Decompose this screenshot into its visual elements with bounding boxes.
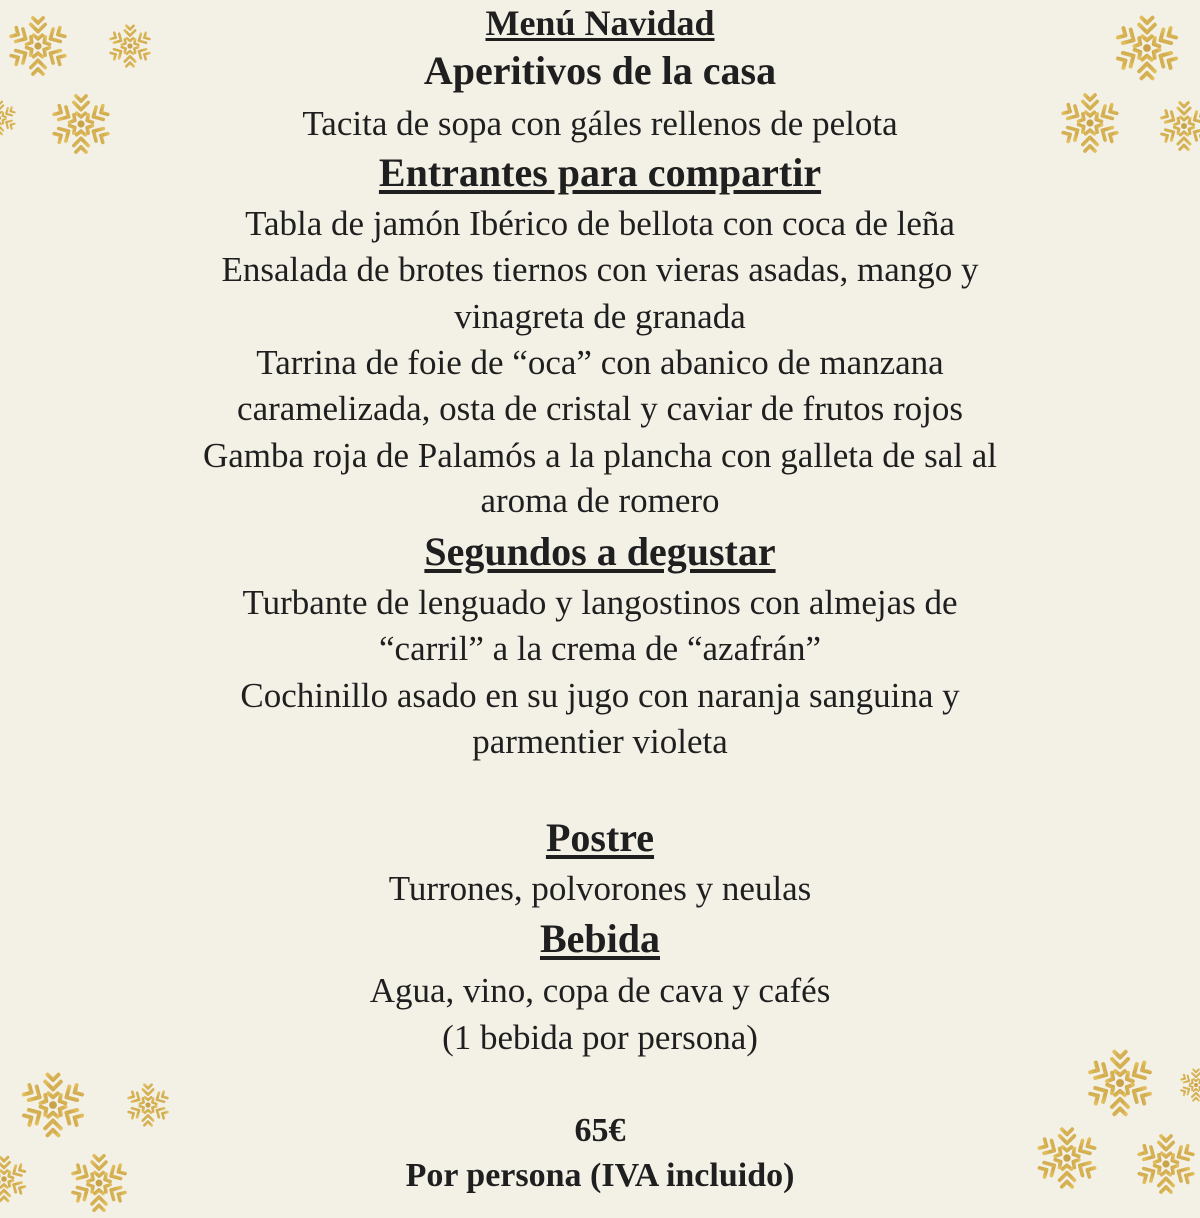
heading-segundos: Segundos a degustar (424, 529, 776, 574)
snowflake-icon (1054, 82, 1126, 164)
heading-entrantes: Entrantes para compartir (378, 150, 822, 195)
item-bebida-line-2: (1 bebida por persona) (442, 1018, 758, 1057)
item-segundos-line-3: Cochinillo asado en su jugo con naranja sanguina y (240, 676, 960, 715)
item-segundos-line-2: “carril” a la crema de “azafrán” (379, 629, 821, 668)
item-bebida-line-1: Agua, vino, copa de cava y cafés (369, 971, 831, 1010)
item-entrantes-line-4: Tarrina de foie de “oca” con abanico de manzana (256, 343, 944, 382)
heading-aperitivos: Aperitivos de la casa (423, 48, 777, 93)
snowflake-icon (0, 1150, 32, 1208)
item-segundos-line-4: parmentier violeta (472, 722, 728, 761)
snowflake-icon (104, 18, 156, 74)
snowflake-icon (14, 1062, 92, 1148)
menu-title: Menú Navidad (485, 3, 715, 43)
snowflake-icon (44, 88, 118, 160)
item-postre-line-1: Turrones, polvorones y neulas (388, 869, 812, 908)
item-entrantes-line-2: Ensalada de brotes tiernos con vieras asadas, mango y (221, 250, 979, 289)
item-segundos-line-1: Turbante de lenguado y langostinos con almejas de (242, 583, 958, 622)
price-amount: 65€ (574, 1112, 626, 1149)
snowflake-icon (1030, 1118, 1104, 1198)
item-entrantes-line-6: Gamba roja de Palamós a la plancha con galleta de sal al (203, 436, 997, 475)
snowflake-icon (1176, 1060, 1200, 1110)
snowflake-icon (122, 1076, 174, 1134)
snowflake-icon (2, 4, 74, 88)
snowflake-icon (1130, 1124, 1200, 1204)
snowflake-icon (0, 92, 20, 144)
item-entrantes-line-7: aroma de romero (480, 481, 720, 520)
item-entrantes-line-3: vinagreta de granada (454, 297, 746, 336)
heading-bebida: Bebida (539, 916, 661, 961)
snowflake-icon (1108, 4, 1186, 92)
heading-postre: Postre (545, 815, 655, 860)
price-note: Por persona (IVA incluido) (405, 1157, 795, 1194)
snowflake-icon (62, 1148, 136, 1218)
snowflake-icon (1080, 1040, 1160, 1126)
item-entrantes-line-5: caramelizada, osta de cristal y caviar de frutos rojos (237, 389, 963, 428)
snowflake-icon (1154, 88, 1200, 164)
item-entrantes-line-1: Tabla de jamón Ibérico de bellota con coca de leña (245, 204, 955, 243)
item-aperitivo-1: Tacita de sopa con gáles rellenos de pelota (302, 104, 898, 143)
